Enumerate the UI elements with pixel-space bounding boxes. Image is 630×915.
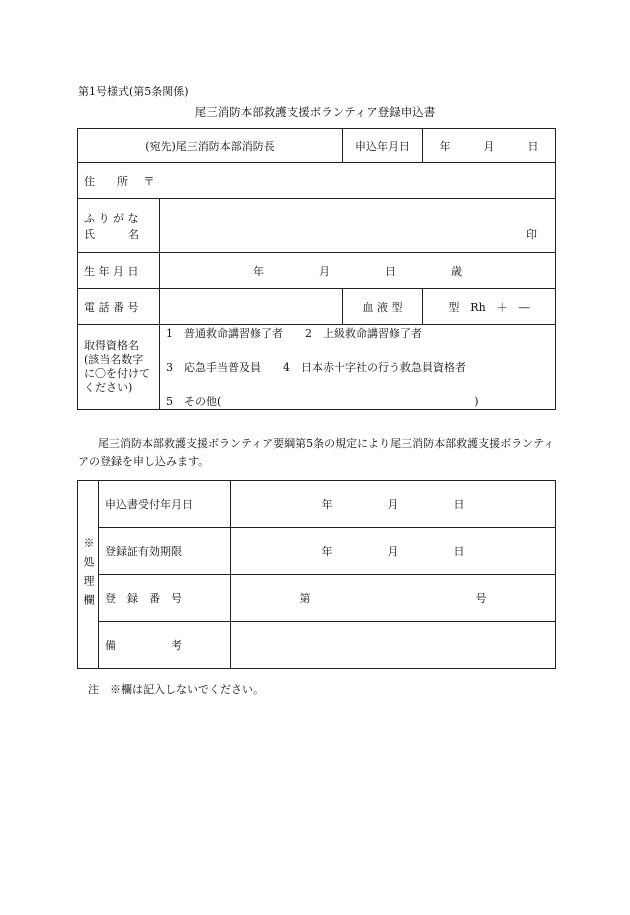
phone-field[interactable]: [160, 289, 343, 325]
name-field[interactable]: [160, 199, 556, 253]
application-date-field[interactable]: 年 月 日: [423, 129, 556, 163]
valid-until-label: 登録証有効期限: [99, 528, 231, 575]
processing-side-label: ※処理欄: [82, 536, 95, 613]
intro-text: 尾三消防本部救護支援ボランティア要綱第5条の規定により尾三消防本部救護支援ボランティアの登録を申し込みます。: [78, 437, 555, 468]
name-label-cell: [78, 199, 160, 253]
qualification-option-2[interactable]: 3 応急手当普及員 4 日本赤十字社の行う救急員資格者: [166, 361, 466, 374]
registration-number-field[interactable]: 第 号: [231, 575, 556, 622]
postal-mark: 〒: [143, 174, 155, 188]
processing-table: [77, 480, 556, 669]
qualification-label-cell: [78, 325, 160, 410]
furigana-label: ふ り が な: [84, 211, 139, 225]
addressee: (宛先)尾三消防本部消防長: [78, 129, 343, 163]
processing-side-label-cell: [78, 481, 99, 669]
address-label: 住 所: [84, 174, 128, 188]
qualification-hint-3: ください): [84, 381, 133, 394]
blood-type-label: 血 液 型: [343, 289, 423, 325]
qualification-hint-1: (該当名数字: [84, 353, 144, 366]
qualification-hint-2: に〇を付けて: [84, 367, 150, 380]
application-date-label: 申込年月日: [343, 129, 423, 163]
registration-number-label: 登 録 番 号: [99, 575, 231, 622]
birth-field[interactable]: 年 月 日 歳: [160, 253, 556, 289]
receipt-date-label: 申込書受付年月日: [99, 481, 231, 528]
application-table: [77, 128, 556, 410]
document-title: 尾三消防本部救護支援ボランティア登録申込書: [194, 105, 436, 119]
form-number: 第1号様式(第5条関係): [78, 85, 189, 98]
address-row[interactable]: [78, 163, 556, 199]
remarks-label: 備 考: [99, 622, 231, 669]
qualification-options: [160, 325, 556, 410]
remarks-field[interactable]: [231, 622, 556, 669]
blood-type-field[interactable]: 型 Rh ＋ ―: [423, 289, 556, 325]
valid-until-field[interactable]: 年 月 日: [231, 528, 556, 575]
qualification-option-3[interactable]: 5 その他( ): [166, 395, 479, 408]
phone-label: 電 話 番 号: [78, 289, 160, 325]
seal-mark: 印: [526, 228, 537, 241]
qualification-option-1[interactable]: 1 普通救命講習修了者 2 上級救命講習修了者: [166, 327, 422, 340]
birth-label: 生 年 月 日: [78, 253, 160, 289]
footer-note: 注 ※欄は記入しないでください。: [88, 683, 264, 696]
name-label: 氏 名: [84, 227, 139, 241]
qualification-label: 取得資格名: [84, 339, 139, 352]
receipt-date-field[interactable]: 年 月 日: [231, 481, 556, 528]
